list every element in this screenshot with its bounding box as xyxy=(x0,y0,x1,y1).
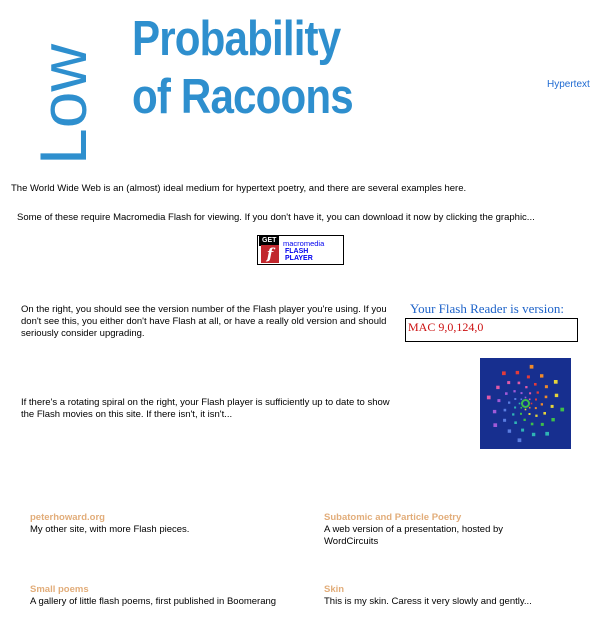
link-small-poems[interactable]: Small poems xyxy=(30,584,89,595)
spiral-dot xyxy=(543,412,546,415)
spiral-paragraph: If there's a rotating spiral on the right, your Flash player is sufficiently up to date to show the Flash movies on this site. If there isn't, it isn't... xyxy=(21,397,390,420)
spiral-dot xyxy=(529,413,531,415)
spiral-dot xyxy=(516,371,519,374)
version-paragraph: On the right, you should see the version number of the Flash player you're using. If you don't see this, you either don't have Flash at all, or have a really old version and should seriously consider upgrading. xyxy=(21,304,387,339)
macromedia-label: macromedia xyxy=(283,239,325,248)
spiral-dot xyxy=(541,403,543,405)
spiral-dot xyxy=(540,374,543,377)
spiral-dot xyxy=(513,390,515,392)
link-skin[interactable]: Skin xyxy=(324,584,345,595)
link-subatomic-poetry[interactable]: Subatomic and Particle Poetry xyxy=(324,512,462,523)
spiral-dot xyxy=(535,415,537,417)
spiral-dot xyxy=(503,419,506,422)
spiral-dot xyxy=(555,394,558,397)
link-desc: This is my skin. Caress it very slowly and gently... xyxy=(324,596,532,607)
spiral-dot xyxy=(551,418,554,421)
spiral-dot xyxy=(554,380,558,384)
spiral-dot xyxy=(514,407,516,409)
spiral-dot xyxy=(531,423,534,426)
spiral-dot xyxy=(505,392,508,395)
spiral-dot xyxy=(529,399,531,401)
link-block-small-poems xyxy=(30,584,290,608)
spiral-dot xyxy=(518,438,522,442)
get-label: GET xyxy=(259,236,279,246)
version-value: MAC 9,0,124,0 xyxy=(408,320,484,334)
spiral-dot xyxy=(496,386,499,389)
spiral-dot xyxy=(560,408,564,412)
spiral-dot xyxy=(525,409,527,411)
spiral-dot xyxy=(545,432,549,436)
link-block-skin xyxy=(324,584,594,608)
spiral-dot xyxy=(537,391,539,393)
logo-low-text: Low xyxy=(26,43,100,165)
player-label: PLAYER xyxy=(285,255,313,262)
spiral-dot xyxy=(507,381,510,384)
spiral-dot xyxy=(545,396,548,399)
logo-title-line1: Probability xyxy=(132,12,341,66)
get-flash-player-button[interactable] xyxy=(257,235,344,265)
spiral-dot xyxy=(541,423,544,426)
spiral-dot xyxy=(497,399,500,402)
spiral-dot xyxy=(545,385,548,388)
version-value-box xyxy=(405,318,578,342)
spiral-dot xyxy=(529,407,531,409)
spiral-dot xyxy=(521,399,523,401)
link-desc: My other site, with more Flash pieces. xyxy=(30,524,190,535)
spiral-dot xyxy=(529,392,531,394)
logo-title xyxy=(132,10,389,126)
spiral-dot xyxy=(518,382,521,385)
hypertext-link[interactable]: Hypertext xyxy=(547,79,590,90)
spiral-dot xyxy=(525,386,527,388)
spiral-dot xyxy=(535,407,537,409)
spiral-dot xyxy=(525,397,527,399)
spiral-dot xyxy=(493,423,497,427)
spiral-dot xyxy=(508,402,510,404)
link-block-peterhoward xyxy=(30,512,290,536)
spiral-dot xyxy=(512,413,514,415)
spiral-dot xyxy=(521,429,524,432)
spiral-dot xyxy=(532,433,535,436)
spiral-core xyxy=(522,400,529,407)
flash-label: FLASH xyxy=(285,248,309,255)
spiral-dot xyxy=(534,383,537,386)
spiral-dot xyxy=(502,371,506,375)
spiral-dot xyxy=(520,413,522,415)
spiral-dot xyxy=(519,403,521,405)
logo-low xyxy=(0,10,148,170)
spiral-icon xyxy=(480,358,571,449)
link-peterhoward[interactable]: peterhoward.org xyxy=(30,512,105,523)
flash-player-label xyxy=(285,248,313,262)
version-label: Your Flash Reader is version: xyxy=(410,301,564,316)
spiral-dot xyxy=(514,398,516,400)
spiral-dot xyxy=(504,409,507,412)
spiral-dot xyxy=(524,419,526,421)
spiral-dot xyxy=(508,429,511,432)
spiral-dot xyxy=(487,396,491,400)
intro-text: The World Wide Web is an (almost) ideal medium for hypertext poetry, and there are several examples here. xyxy=(11,183,467,194)
rotating-spiral-flash-movie[interactable] xyxy=(480,358,571,449)
spiral-dot xyxy=(527,375,530,378)
link-desc: A web version of a presentation, hosted by WordCircuits xyxy=(324,524,504,547)
spiral-dot xyxy=(493,410,496,413)
logo-title-line2: of Racoons xyxy=(132,70,353,124)
spiral-dot xyxy=(531,403,533,405)
spiral-dot xyxy=(521,392,523,394)
spiral-dot xyxy=(514,421,517,424)
spiral-dot xyxy=(551,405,554,408)
link-desc: A gallery of little flash poems, first published in Boomerang xyxy=(30,596,277,607)
flash-note-text: Some of these require Macromedia Flash for viewing. If you don't have it, you can download it now by clicking the graphic... xyxy=(17,212,535,223)
link-block-subatomic xyxy=(324,512,554,548)
spiral-dot xyxy=(521,407,523,409)
spiral-dot xyxy=(530,365,534,369)
flash-logo-icon: f xyxy=(261,245,279,263)
spiral-dot xyxy=(535,399,537,401)
